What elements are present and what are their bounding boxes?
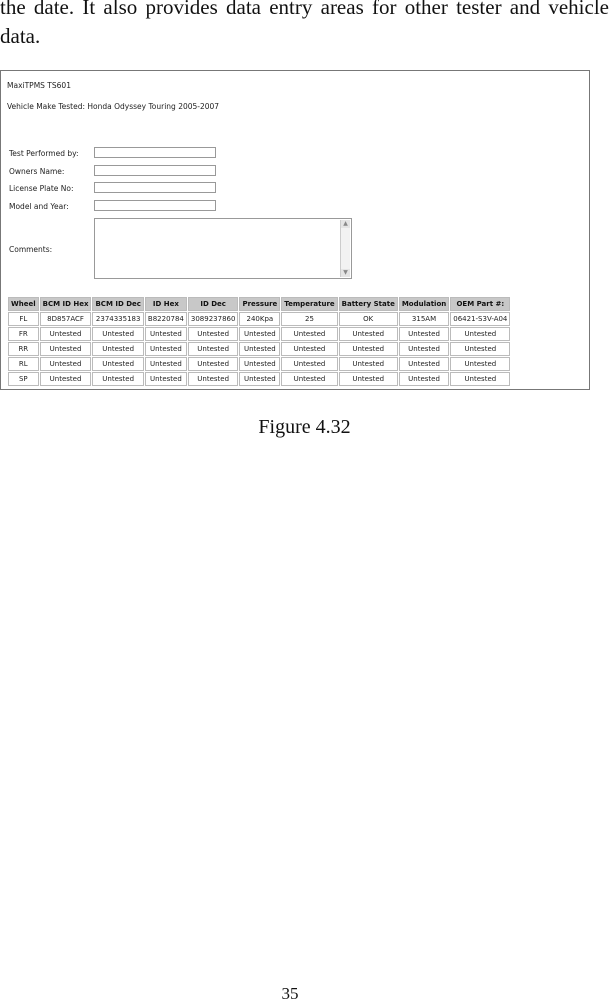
vehicle-make-text: Vehicle Make Tested: Honda Odyssey Touring 2005-2007 bbox=[7, 102, 220, 111]
column-header: Pressure bbox=[239, 297, 280, 311]
body-text-line-1: the date. It also provides data entry areas for other tester and vehicle bbox=[0, 0, 609, 19]
table-cell: 25 bbox=[281, 312, 337, 326]
sensor-table bbox=[7, 296, 511, 387]
table-cell: Untested bbox=[188, 357, 239, 371]
table-cell: Untested bbox=[239, 327, 280, 341]
table-cell: Untested bbox=[40, 342, 92, 356]
app-title: MaxiTPMS TS601 bbox=[7, 81, 71, 90]
table-cell: Untested bbox=[239, 342, 280, 356]
table-row bbox=[8, 357, 510, 371]
column-header: OEM Part #: bbox=[450, 297, 510, 311]
table-cell: Untested bbox=[399, 372, 449, 386]
table-row bbox=[8, 342, 510, 356]
table-cell: Untested bbox=[239, 357, 280, 371]
table-cell: RL bbox=[8, 357, 39, 371]
table-cell: 8D857ACF bbox=[40, 312, 92, 326]
table-cell: Untested bbox=[92, 372, 143, 386]
table-cell: FL bbox=[8, 312, 39, 326]
body-text-line-2: data. bbox=[0, 24, 41, 48]
table-cell: B8220784 bbox=[145, 312, 187, 326]
table-row bbox=[8, 327, 510, 341]
table-cell: Untested bbox=[92, 327, 143, 341]
table-cell: Untested bbox=[339, 342, 398, 356]
table-cell: 06421-S3V-A04 bbox=[450, 312, 510, 326]
table-cell: Untested bbox=[188, 342, 239, 356]
comments-textarea[interactable] bbox=[94, 218, 352, 279]
table-cell: FR bbox=[8, 327, 39, 341]
table-cell: Untested bbox=[145, 327, 187, 341]
table-cell: Untested bbox=[188, 327, 239, 341]
table-cell: Untested bbox=[281, 372, 337, 386]
column-header: ID Dec bbox=[188, 297, 239, 311]
table-cell: Untested bbox=[450, 342, 510, 356]
table-cell: Untested bbox=[145, 372, 187, 386]
table-cell: Untested bbox=[145, 342, 187, 356]
table-cell: Untested bbox=[281, 357, 337, 371]
column-header: Temperature bbox=[281, 297, 337, 311]
column-header: Modulation bbox=[399, 297, 449, 311]
tested-by-label: Test Performed by: bbox=[9, 149, 79, 158]
scroll-up-icon[interactable]: ▲ bbox=[341, 220, 350, 228]
report-screenshot bbox=[0, 70, 590, 390]
table-body bbox=[8, 312, 510, 386]
table-cell: Untested bbox=[40, 357, 92, 371]
table-cell: RR bbox=[8, 342, 39, 356]
table-cell: 2374335183 bbox=[92, 312, 143, 326]
table-row bbox=[8, 372, 510, 386]
column-header: Battery State bbox=[339, 297, 398, 311]
table-cell: Untested bbox=[40, 327, 92, 341]
table-cell: Untested bbox=[92, 357, 143, 371]
model-year-input[interactable] bbox=[94, 200, 216, 211]
tested-by-input[interactable] bbox=[94, 147, 216, 158]
column-header: ID Hex bbox=[145, 297, 187, 311]
table-cell: Untested bbox=[339, 327, 398, 341]
owner-name-input[interactable] bbox=[94, 165, 216, 176]
table-cell: Untested bbox=[399, 342, 449, 356]
table-cell: 315AM bbox=[399, 312, 449, 326]
license-plate-input[interactable] bbox=[94, 182, 216, 193]
table-cell: Untested bbox=[399, 327, 449, 341]
figure-caption: Figure 4.32 bbox=[258, 416, 351, 438]
table-cell: Untested bbox=[40, 372, 92, 386]
owner-name-label: Owners Name: bbox=[9, 167, 65, 176]
body-paragraph bbox=[0, 0, 609, 51]
comments-scrollbar[interactable] bbox=[340, 220, 350, 277]
table-cell: Untested bbox=[281, 342, 337, 356]
table-row bbox=[8, 312, 510, 326]
table-cell: 3089237860 bbox=[188, 312, 239, 326]
table-cell: Untested bbox=[450, 372, 510, 386]
table-cell: Untested bbox=[450, 357, 510, 371]
column-header: BCM ID Dec bbox=[92, 297, 143, 311]
table-cell: Untested bbox=[188, 372, 239, 386]
table-cell: Untested bbox=[281, 327, 337, 341]
column-header: BCM ID Hex bbox=[40, 297, 92, 311]
table-cell: Untested bbox=[399, 357, 449, 371]
page-number: 35 bbox=[281, 984, 299, 1003]
table-cell: Untested bbox=[92, 342, 143, 356]
scroll-down-icon[interactable]: ▼ bbox=[341, 269, 350, 277]
table-cell: SP bbox=[8, 372, 39, 386]
table-cell: Untested bbox=[145, 357, 187, 371]
table-cell: Untested bbox=[239, 372, 280, 386]
table-header-row bbox=[8, 297, 510, 311]
model-year-label: Model and Year: bbox=[9, 202, 69, 211]
license-plate-label: License Plate No: bbox=[9, 184, 74, 193]
table-cell: Untested bbox=[339, 372, 398, 386]
table-cell: Untested bbox=[339, 357, 398, 371]
column-header: Wheel bbox=[8, 297, 39, 311]
comments-label: Comments: bbox=[9, 245, 53, 254]
table-cell: 240Kpa bbox=[239, 312, 280, 326]
table-cell: OK bbox=[339, 312, 398, 326]
table-cell: Untested bbox=[450, 327, 510, 341]
